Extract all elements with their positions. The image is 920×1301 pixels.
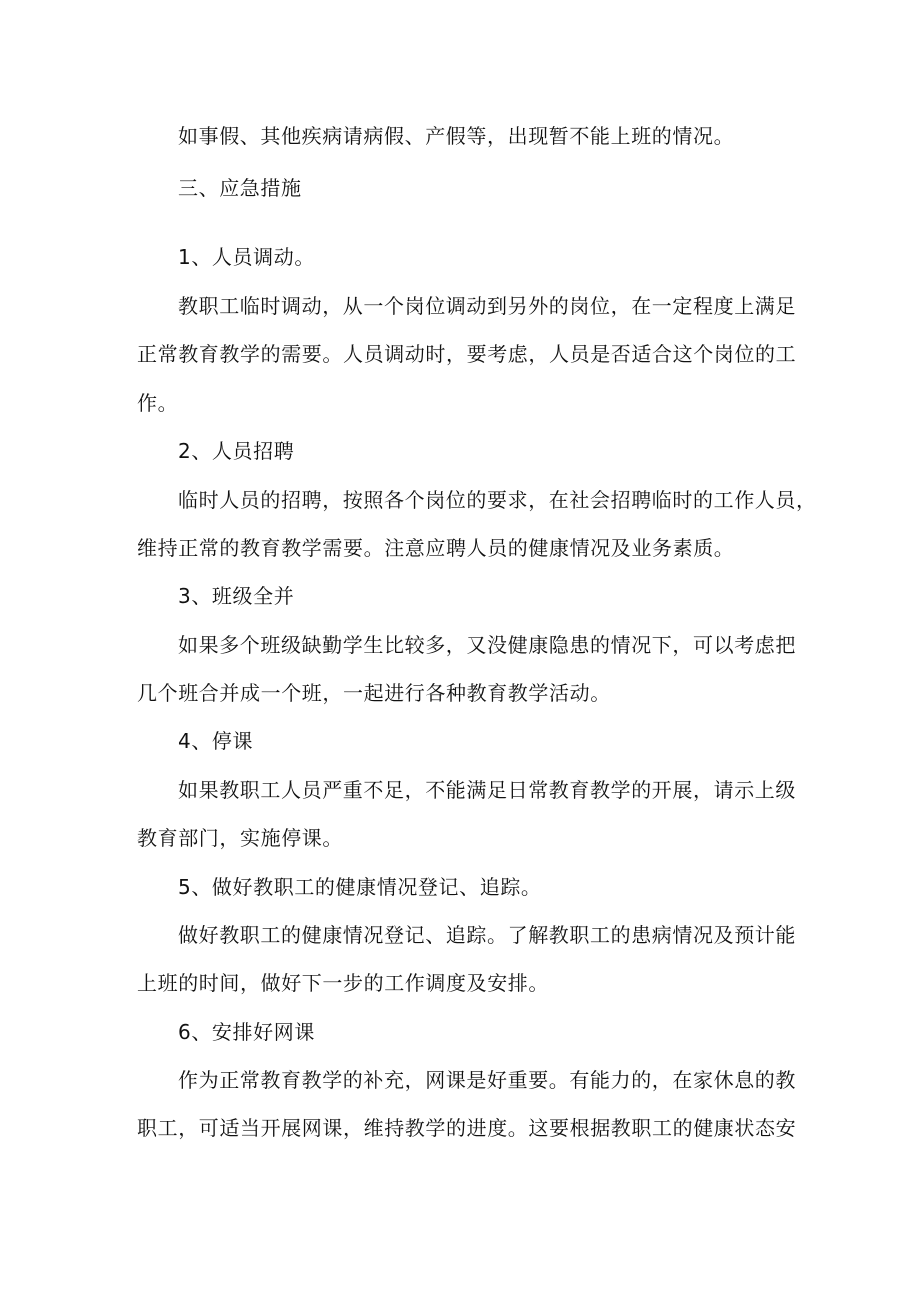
text-line: 如果多个班级缺勤学生比较多，又没健康隐患的情况下，可以考虑把 [178,633,796,657]
text-line: 上班的时间，做好下一步的工作调度及安排。 [137,971,549,995]
text-line: 教职工临时调动，从一个岗位调动到另外的岗位，在一定程度上满足 [178,294,796,318]
text-line: 作。 [137,391,179,415]
item-heading: 6、安排好网课 [178,1020,315,1044]
text-line: 正常教育教学的需要。人员调动时，要考虑，人员是否适合这个岗位的工 [137,342,797,366]
item-heading: 3、班级全并 [178,584,295,608]
text-line: 做好教职工的健康情况登记、追踪。了解教职工的患病情况及预计能 [178,923,796,947]
item-heading: 1、人员调动。 [178,245,315,269]
item-heading: 2、人员招聘 [178,439,295,463]
text-line: 临时人员的招聘，按照各个岗位的要求，在社会招聘临时的工作人员， [178,488,817,512]
text-line: 几个班合并成一个班，一起进行各种教育教学活动。 [137,681,611,705]
text-line: 如事假、其他疾病请病假、产假等，出现暂不能上班的情况。 [178,124,735,148]
text-line: 作为正常教育教学的补充，网课是好重要。有能力的，在家休息的教 [178,1068,796,1092]
text-line: 维持正常的教育教学需要。注意应聘人员的健康情况及业务素质。 [137,536,735,560]
text-line: 如果教职工人员严重不足，不能满足日常教育教学的开展，请示上级 [178,778,796,802]
text-line: 职工，可适当开展网课，维持教学的进度。这要根据教职工的健康状态安 [137,1116,797,1140]
text-line: 教育部门，实施停课。 [137,826,343,850]
item-heading: 5、做好教职工的健康情况登记、追踪。 [178,875,542,899]
section-heading: 三、应急措施 [178,176,302,200]
item-heading: 4、停课 [178,729,254,753]
